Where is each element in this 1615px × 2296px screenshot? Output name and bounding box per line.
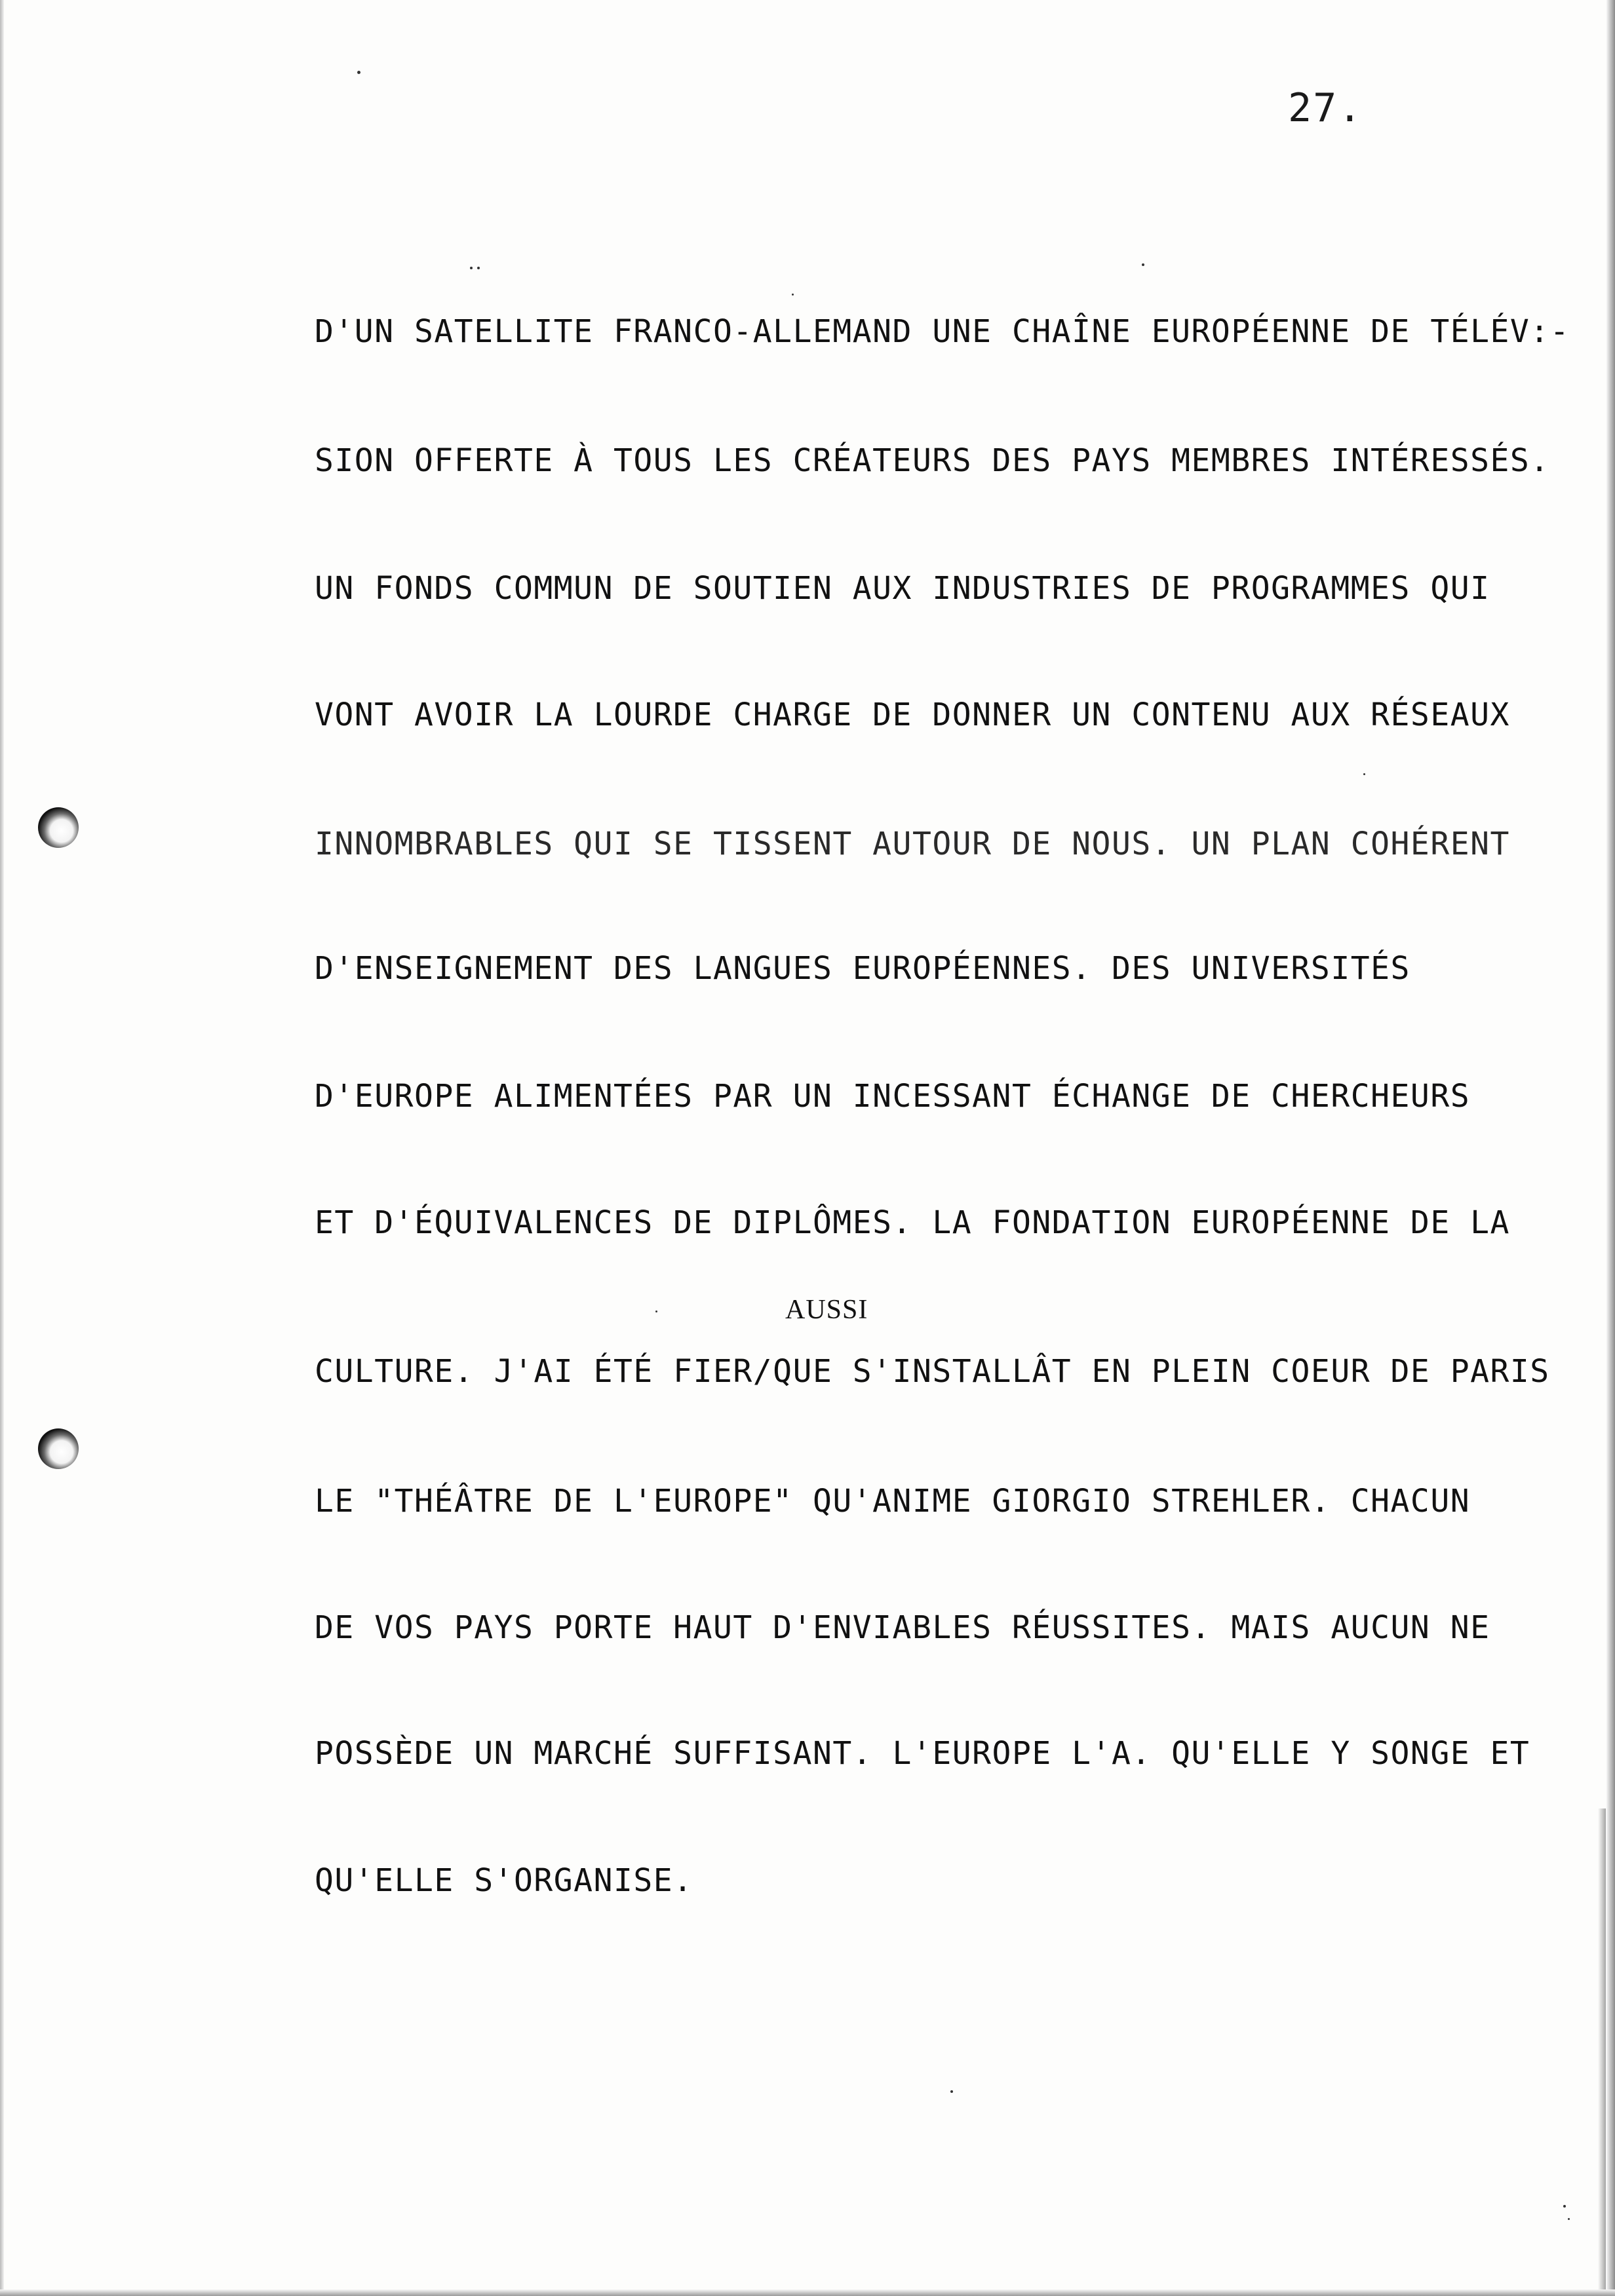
scan-left-edge (0, 0, 4, 2296)
text-line: SION OFFERTE À TOUS LES CRÉATEURS DES PAYS MEMBRES INTÉRESSÉS. (315, 442, 1550, 479)
text-line: QU'ELLE S'ORGANISE. (315, 1862, 693, 1899)
text-line: ET D'ÉQUIVALENCES DE DIPLÔMES. LA FONDATION EUROPÉENNE DE LA (315, 1204, 1510, 1241)
punch-hole-icon (38, 807, 79, 848)
handwritten-insertion: AUSSI (785, 1295, 868, 1325)
scan-speck (1363, 773, 1365, 775)
scan-speck (1142, 263, 1144, 266)
text-line: POSSÈDE UN MARCHÉ SUFFISANT. L'EUROPE L'A. QU'ELLE Y SONGE ET (315, 1735, 1530, 1772)
scan-speck (950, 2090, 953, 2093)
text-line: LE "THÉÂTRE DE L'EUROPE" QU'ANIME GIORGIO STREHLER. CHACUN (315, 1483, 1471, 1520)
scan-speck (470, 267, 473, 269)
scan-speck (1563, 2205, 1566, 2208)
text-line: DE VOS PAYS PORTE HAUT D'ENVIABLES RÉUSSITES. MAIS AUCUN NE (315, 1609, 1490, 1646)
text-line: D'EUROPE ALIMENTÉES PAR UN INCESSANT ÉCHANGE DE CHERCHEURS (315, 1078, 1471, 1115)
scan-speck (357, 71, 360, 74)
text-line: CULTURE. J'AI ÉTÉ FIER/QUE S'INSTALLÂT EN PLEIN COEUR DE PARIS (315, 1353, 1550, 1390)
text-line: UN FONDS COMMUN DE SOUTIEN AUX INDUSTRIES DE PROGRAMMES QUI (315, 570, 1490, 607)
page-fold-shadow (1598, 1808, 1606, 2296)
scan-speck (655, 1311, 657, 1312)
scan-speck (477, 267, 480, 269)
text-line: INNOMBRABLES QUI SE TISSENT AUTOUR DE NOUS. UN PLAN COHÉRENT (315, 826, 1510, 862)
text-line: D'UN SATELLITE FRANCO-ALLEMAND UNE CHAÎNE EUROPÉENNE DE TÉLÉV:- (315, 313, 1570, 350)
punch-hole-icon (38, 1428, 79, 1469)
text-line: D'ENSEIGNEMENT DES LANGUES EUROPÉENNES. DES UNIVERSITÉS (315, 950, 1411, 987)
scan-right-edge (1606, 0, 1615, 2296)
page-number: 27. (1288, 85, 1363, 131)
scan-speck (1568, 2218, 1570, 2220)
text-line: VONT AVOIR LA LOURDE CHARGE DE DONNER UN CONTENU AUX RÉSEAUX (315, 697, 1510, 733)
scan-speck (792, 294, 794, 296)
scan-bottom-edge (0, 2289, 1615, 2296)
